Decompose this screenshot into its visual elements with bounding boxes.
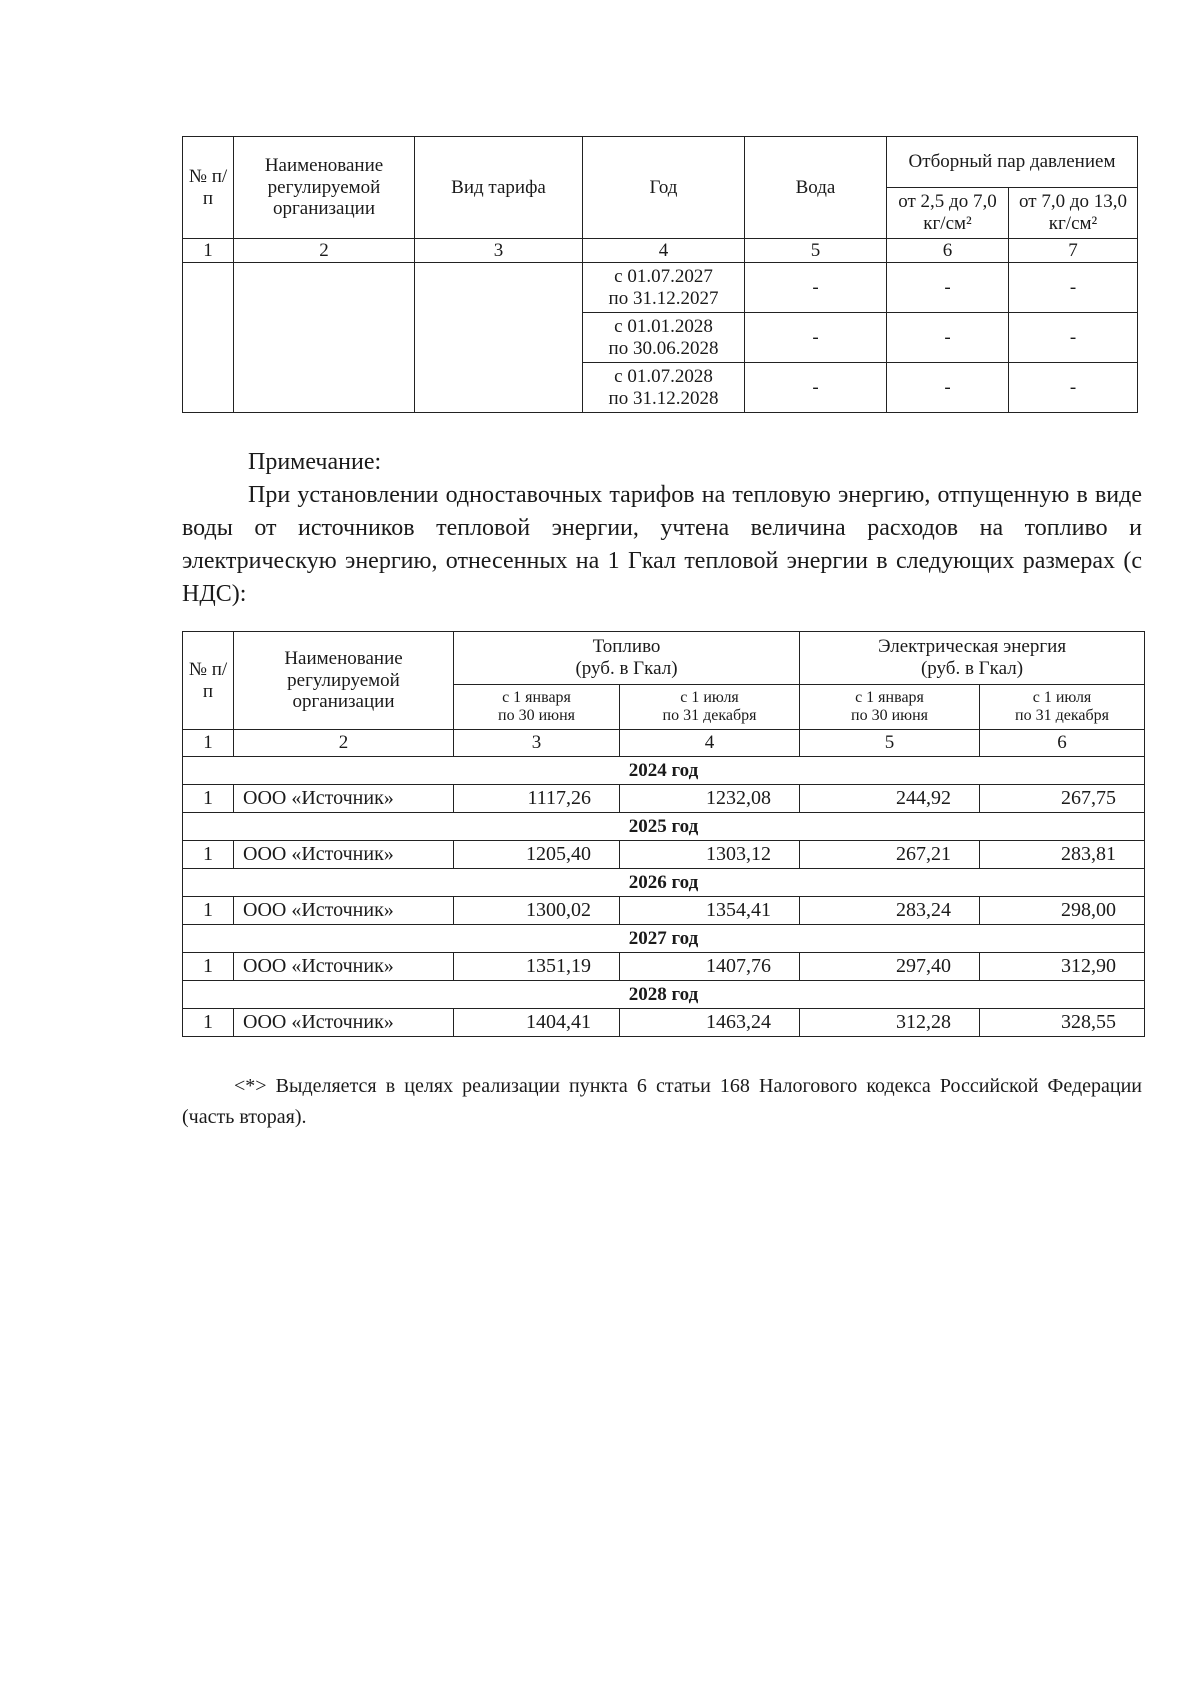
fuel-h1: 1351,19 xyxy=(454,953,620,981)
t2-header-fuel: Топливо (руб. в Гкал) xyxy=(454,632,800,685)
note-text: При установлении одноставочных тарифов на тепловую энергию, отпущенную в виде воды от источников тепловой энергии, учтена величина расходов на топливо и электрическую энергию, отнесенных на 1 Гкал тепловой энергии в следующих размерах (с НДС): xyxy=(182,482,1142,607)
table-row xyxy=(183,953,1145,981)
year-heading: 2028 год xyxy=(183,981,1145,1009)
year-heading: 2026 год xyxy=(183,869,1145,897)
table-row xyxy=(183,785,1145,813)
t2-header-num: № п/п xyxy=(183,632,234,730)
t1-header-steam: Отборный пар давлением xyxy=(887,137,1138,188)
table-row xyxy=(183,1009,1145,1037)
fuel-h1: 1404,41 xyxy=(454,1009,620,1037)
elec-h1: 312,28 xyxy=(800,1009,980,1037)
t1-header-steam-b: от 7,0 до 13,0 кг/см² xyxy=(1009,188,1138,239)
t1-header-org: Наименование регулируемой организации xyxy=(234,137,415,239)
fuel-h2: 1303,12 xyxy=(620,841,800,869)
t2-header-elec-h2: с 1 июля по 31 декабря xyxy=(980,685,1145,730)
row-org: ООО «Источник» xyxy=(234,953,454,981)
elec-h2: 283,81 xyxy=(980,841,1145,869)
year-heading: 2025 год xyxy=(183,813,1145,841)
note-label: Примечание: xyxy=(248,449,382,475)
t1-water: - xyxy=(745,363,887,413)
row-org: ООО «Источник» xyxy=(234,1009,454,1037)
elec-h1: 283,24 xyxy=(800,897,980,925)
fuel-h2: 1354,41 xyxy=(620,897,800,925)
t1-header-num: № п/п xyxy=(183,137,234,239)
row-num: 1 xyxy=(183,897,234,925)
t2-colnum: 5 xyxy=(800,730,980,757)
t1-steam-a: - xyxy=(887,263,1009,313)
t1-water: - xyxy=(745,263,887,313)
t1-colnum: 1 xyxy=(183,239,234,263)
t1-steam-a: - xyxy=(887,363,1009,413)
t1-colnum: 6 xyxy=(887,239,1009,263)
elec-h1: 297,40 xyxy=(800,953,980,981)
t2-header-fuel-h2: с 1 июля по 31 декабря xyxy=(620,685,800,730)
t1-period: с 01.07.2028 по 31.12.2028 xyxy=(583,363,745,413)
t1-header-steam-a: от 2,5 до 7,0 кг/см² xyxy=(887,188,1009,239)
t1-period: с 01.01.2028 по 30.06.2028 xyxy=(583,313,745,363)
row-num: 1 xyxy=(183,1009,234,1037)
t1-water: - xyxy=(745,313,887,363)
elec-h1: 267,21 xyxy=(800,841,980,869)
t2-colnum: 6 xyxy=(980,730,1145,757)
t1-empty-org xyxy=(234,263,415,413)
t1-colnum: 5 xyxy=(745,239,887,263)
elec-h2: 298,00 xyxy=(980,897,1145,925)
t1-header-water: Вода xyxy=(745,137,887,239)
fuel-h1: 1117,26 xyxy=(454,785,620,813)
fuel-h1: 1300,02 xyxy=(454,897,620,925)
t1-colnum: 3 xyxy=(415,239,583,263)
fuel-h2: 1463,24 xyxy=(620,1009,800,1037)
table-row xyxy=(183,897,1145,925)
t1-empty-num xyxy=(183,263,234,413)
fuel-h1: 1205,40 xyxy=(454,841,620,869)
fuel-h2: 1407,76 xyxy=(620,953,800,981)
footnote: <*> Выделяется в целях реализации пункта 6 статьи 168 Налогового кодекса Российской Федерации (часть вторая). xyxy=(182,1075,1142,1128)
table-row xyxy=(183,263,1138,313)
t1-steam-a: - xyxy=(887,313,1009,363)
t1-steam-b: - xyxy=(1009,363,1138,413)
row-num: 1 xyxy=(183,953,234,981)
cost-table xyxy=(182,631,1145,1037)
elec-h1: 244,92 xyxy=(800,785,980,813)
elec-h2: 312,90 xyxy=(980,953,1145,981)
t1-steam-b: - xyxy=(1009,313,1138,363)
row-num: 1 xyxy=(183,841,234,869)
row-org: ООО «Источник» xyxy=(234,897,454,925)
t1-period: с 01.07.2027 по 31.12.2027 xyxy=(583,263,745,313)
elec-h2: 267,75 xyxy=(980,785,1145,813)
t1-header-tariff-type: Вид тарифа xyxy=(415,137,583,239)
row-num: 1 xyxy=(183,785,234,813)
t1-colnum: 7 xyxy=(1009,239,1138,263)
steam-tariff-table xyxy=(182,136,1138,413)
t1-header-year: Год xyxy=(583,137,745,239)
row-org: ООО «Источник» xyxy=(234,841,454,869)
fuel-h2: 1232,08 xyxy=(620,785,800,813)
t2-header-org: Наименование регулируемой организации xyxy=(234,632,454,730)
t2-header-elec: Электрическая энергия (руб. в Гкал) xyxy=(800,632,1145,685)
t2-colnum: 2 xyxy=(234,730,454,757)
t2-colnum: 4 xyxy=(620,730,800,757)
t1-colnum: 4 xyxy=(583,239,745,263)
t1-empty-tariff xyxy=(415,263,583,413)
row-org: ООО «Источник» xyxy=(234,785,454,813)
t2-colnum: 1 xyxy=(183,730,234,757)
t2-header-fuel-h1: с 1 января по 30 июня xyxy=(454,685,620,730)
year-heading: 2024 год xyxy=(183,757,1145,785)
t2-colnum: 3 xyxy=(454,730,620,757)
year-heading: 2027 год xyxy=(183,925,1145,953)
t2-header-elec-h1: с 1 января по 30 июня xyxy=(800,685,980,730)
t1-colnum: 2 xyxy=(234,239,415,263)
table-row xyxy=(183,841,1145,869)
elec-h2: 328,55 xyxy=(980,1009,1145,1037)
t1-steam-b: - xyxy=(1009,263,1138,313)
